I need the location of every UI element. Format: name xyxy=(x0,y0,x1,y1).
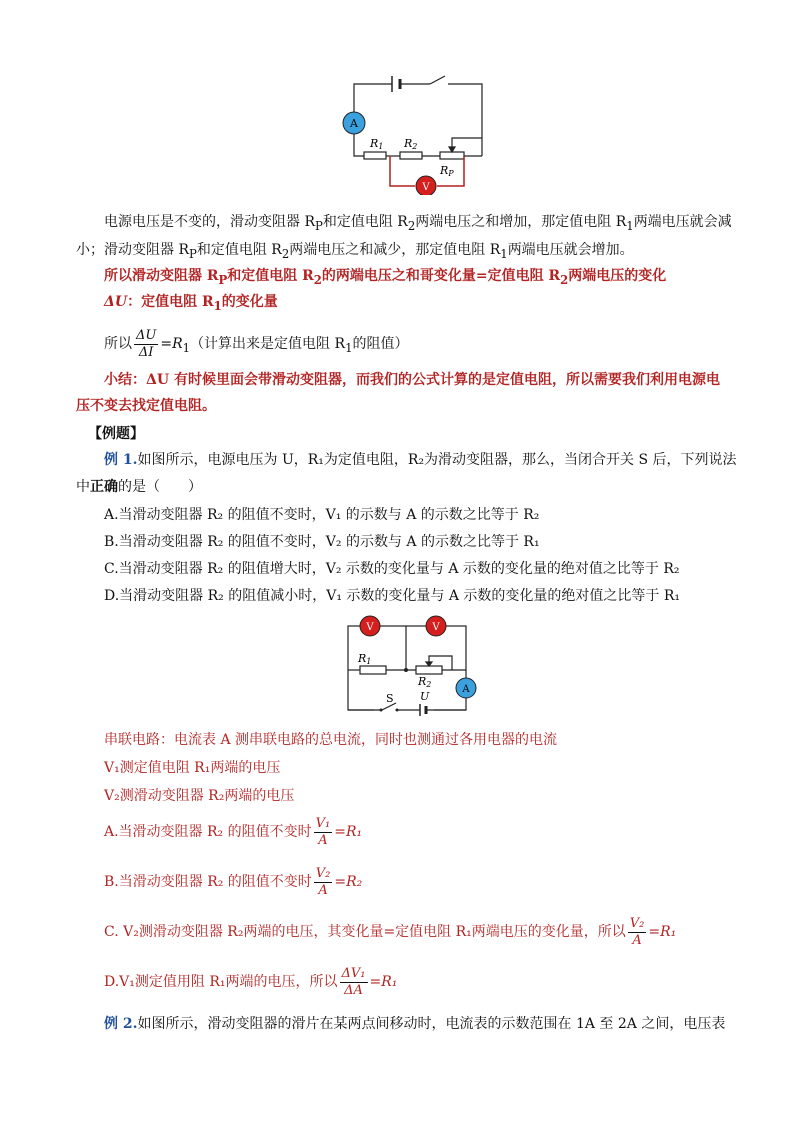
voltmeter-v2-label: V xyxy=(432,622,440,633)
circuit-diagram-1 xyxy=(330,70,500,195)
example2-line: 例 2.如图所示，滑动变阻器的滑片在某两点间移动时，电流表的示数范围在 1A 至 2A 之间，电压表 xyxy=(104,1016,726,1032)
analysis-a: A.当滑动变阻器 R₂ 的阻值不变时 $\frac{\text{V₁}}{A}$ =R₁ xyxy=(104,815,363,848)
summary-line-2: 压不变去找定值电阻。 xyxy=(76,398,216,414)
option-b: B.当滑动变阻器 R₂ 的阻值不变时，V₂ 的示数与 A 的示数之比等于 R₁ xyxy=(104,534,540,550)
switch-label: S xyxy=(386,692,394,705)
v1-note: V₁测定值电阻 R₁两端的电压 xyxy=(104,760,281,776)
example-heading: 【例题】 xyxy=(88,426,144,442)
r1-label-2: R1 xyxy=(358,652,372,666)
analysis-c: C. V₂测滑动变阻器 R₂两端的电压，其变化量=定值电阻 R₁两端电压的变化量，所以 $\frac{\text{V₂}}{A}$ =R₁ xyxy=(104,915,677,948)
ammeter-label-2: A xyxy=(462,684,470,695)
voltmeter-label: V xyxy=(422,182,430,193)
rp-label: RP xyxy=(440,164,454,178)
paragraph-line-2: 小；滑动变阻器 $R_P$和定值电阻 $R_2$两端电压之和减少，那定值电阻 $R_1$两端电压就会增加。 xyxy=(76,242,634,261)
formula-line: 所以 $\frac{\Delta U}{\Delta I}$ $=R_1$（计算出来是定值电阻 $R_1$的阻值） xyxy=(104,327,409,360)
voltmeter-v1-label: V xyxy=(366,622,374,633)
delta-u-definition: ΔU：定值电阻 $R_1$的变化量 xyxy=(104,294,278,313)
ammeter-label: A xyxy=(350,117,358,130)
r1-label: R1 xyxy=(370,137,384,151)
delta-u-over-delta-i: $\frac{\Delta U}{\Delta I}$ xyxy=(136,327,157,360)
r2-label-2: R2 xyxy=(418,675,432,689)
r2-label: R2 xyxy=(404,137,418,151)
series-note: 串联电路：电流表 A 测串联电路的总电流，同时也测通过各用电器的电流 xyxy=(104,732,558,748)
example1-line-2: 中正确的是（ ） xyxy=(76,479,202,495)
option-d: D.当滑动变阻器 R₂ 的阻值减小时，V₁ 示数的变化量与 A 示数的变化量的绝对值之比等于 R₁ xyxy=(104,588,681,604)
analysis-d: D.V₁测定值用阻 R₁两端的电压，所以 $\frac{\text{ΔV₁}}{\Delta A}$ =R₁ xyxy=(104,965,398,998)
option-c: C.当滑动变阻器 R₂ 的阻值增大时，V₂ 示数的变化量与 A 示数的变化量的绝对值之比等于 R₂ xyxy=(104,561,680,577)
voltage-label: U xyxy=(420,690,430,703)
analysis-b: B.当滑动变阻器 R₂ 的阻值不变时 $\frac{\text{V₂}}{A}$ =R₂ xyxy=(104,865,363,898)
circuit-diagram-2 xyxy=(340,612,480,718)
v2-note: V₂测滑动变阻器 R₂两端的电压 xyxy=(104,788,295,804)
conclusion-line: 所以滑动变阻器 $R_P$和定值电阻 $R_2$的两端电压之和哥变化量=定值电阻 $R_2$两端电压的变化 xyxy=(104,268,667,287)
option-a: A.当滑动变阻器 R₂ 的阻值不变时，V₁ 的示数与 A 的示数之比等于 R₂ xyxy=(104,507,540,523)
paragraph-line-1: 电源电压是不变的，滑动变阻器 $R_P$和定值电阻 $R_2$两端电压之和增加，那定值电阻 $R_1$两端电压就会减 xyxy=(104,214,732,233)
summary-line-1: 小结：ΔU 有时候里面会带滑动变阻器，而我们的公式计算的是定值电阻，所以需要我们利用电源电 xyxy=(104,372,720,388)
example1-line-1: 例 1.如图所示，电源电压为 U，R₁为定值电阻，R₂为滑动变阻器，那么，当闭合开关 S 后，下列说法 xyxy=(104,452,737,468)
